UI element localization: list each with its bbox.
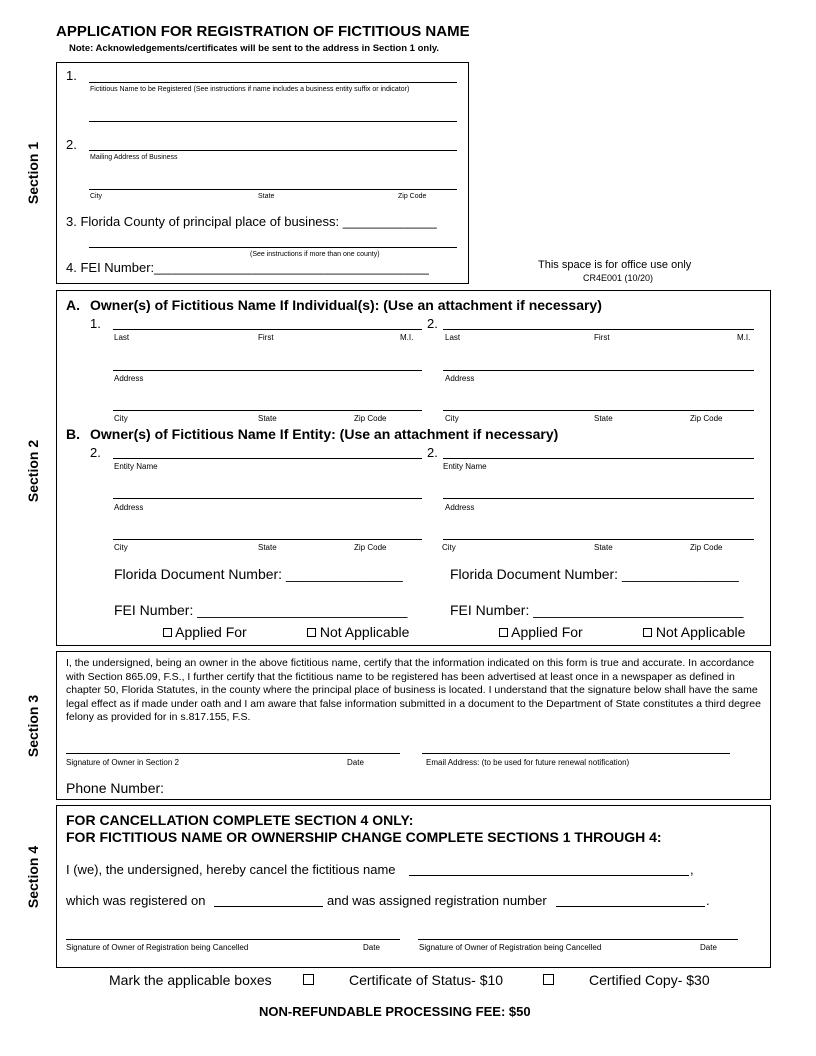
city-caption: City bbox=[442, 543, 456, 552]
entity-1-name-field[interactable] bbox=[113, 458, 422, 459]
cancel-signature-caption: Signature of Owner of Registration being Cancelled bbox=[419, 943, 602, 952]
owner-1-address-field[interactable] bbox=[113, 370, 422, 371]
entity-2-number: 2. bbox=[427, 445, 438, 460]
address-caption: Address bbox=[114, 503, 144, 512]
owner-2-name-field[interactable] bbox=[443, 329, 754, 330]
last-caption: Last bbox=[114, 333, 130, 342]
mailing-address-field[interactable] bbox=[89, 150, 457, 151]
form-code: CR4E001 (10/20) bbox=[583, 273, 654, 283]
city-caption: City bbox=[90, 193, 103, 200]
entity-2-not-applicable-option[interactable]: Not Applicable bbox=[643, 624, 745, 640]
certified-copy-label: Certified Copy- $30 bbox=[589, 972, 710, 988]
cancel-signature-caption: Signature of Owner of Registration being Cancelled bbox=[66, 943, 249, 952]
mark-boxes-text: Mark the applicable boxes bbox=[109, 972, 272, 988]
item-number: 1. bbox=[66, 68, 77, 83]
fei-number-field[interactable]: 4. FEI Number:______________________________________ bbox=[66, 260, 429, 275]
first-caption: First bbox=[258, 333, 274, 342]
entity-name-caption: Entity Name bbox=[443, 462, 487, 471]
city-caption: City bbox=[114, 543, 128, 552]
assigned-number-text: and was assigned registration number bbox=[327, 893, 547, 908]
fictitious-name-field-line2[interactable] bbox=[89, 121, 457, 122]
certified-copy-checkbox[interactable] bbox=[543, 974, 554, 985]
entity-1-number: 2. bbox=[90, 445, 101, 460]
registration-number-field[interactable] bbox=[556, 906, 705, 907]
entity-2-doc-number-field[interactable]: Florida Document Number: _______________ bbox=[450, 566, 739, 582]
cancel-statement: I (we), the undersigned, hereby cancel the fictitious name bbox=[66, 862, 396, 877]
part-b-heading: Owner(s) of Fictitious Name If Entity: (Use an attachment if necessary) bbox=[90, 426, 559, 442]
address-caption: Address bbox=[114, 374, 144, 383]
section-4-label: Section 4 bbox=[25, 845, 41, 909]
checkbox[interactable] bbox=[163, 628, 172, 637]
phone-number-field[interactable]: Phone Number: bbox=[66, 780, 165, 796]
part-b-letter: B. bbox=[66, 426, 80, 442]
office-use-text: This space is for office use only bbox=[538, 259, 692, 271]
section-1-label: Section 1 bbox=[25, 141, 41, 205]
registration-date-field[interactable] bbox=[214, 906, 323, 907]
fictitious-name-field[interactable] bbox=[89, 82, 457, 83]
owner-2-address-field[interactable] bbox=[443, 370, 754, 371]
fictitious-name-caption: Fictitious Name to be Registered (See instructions if name includes a business entity suffix or indicator) bbox=[90, 86, 410, 93]
city-state-zip-field[interactable] bbox=[89, 189, 457, 190]
cancel-name-field[interactable] bbox=[409, 875, 689, 876]
city-caption: City bbox=[445, 414, 459, 423]
entity-name-caption: Entity Name bbox=[114, 462, 158, 471]
change-heading: FOR FICTITIOUS NAME OR OWNERSHIP CHANGE COMPLETE SECTIONS 1 THROUGH 4: bbox=[66, 829, 662, 845]
entity-2-fei-field[interactable]: FEI Number: ___________________________ bbox=[450, 602, 744, 618]
entity-1-doc-number-field[interactable]: Florida Document Number: _______________ bbox=[114, 566, 403, 582]
entity-1-fei-field[interactable]: FEI Number: ___________________________ bbox=[114, 602, 408, 618]
cancellation-heading: FOR CANCELLATION COMPLETE SECTION 4 ONLY: bbox=[66, 812, 414, 828]
city-caption: City bbox=[114, 414, 128, 423]
state-caption: State bbox=[594, 414, 613, 423]
zip-caption: Zip Code bbox=[690, 543, 723, 552]
zip-caption: Zip Code bbox=[354, 414, 387, 423]
part-a-heading: Owner(s) of Fictitious Name If Individual(s): (Use an attachment if necessary) bbox=[90, 297, 602, 313]
owner-1-city-field[interactable] bbox=[113, 410, 422, 411]
email-address-field[interactable] bbox=[422, 753, 730, 754]
entity-1-city-field[interactable] bbox=[113, 539, 422, 540]
entity-2-city-field[interactable] bbox=[443, 539, 754, 540]
cancel-signature-1-field[interactable] bbox=[66, 939, 400, 940]
owner-1-number: 1. bbox=[90, 316, 101, 331]
entity-2-address-field[interactable] bbox=[443, 498, 754, 499]
mi-caption: M.I. bbox=[400, 333, 414, 342]
entity-2-name-field[interactable] bbox=[443, 458, 754, 459]
form-note: Note: Acknowledgements/certificates will be sent to the address in Section 1 only. bbox=[69, 43, 440, 54]
first-caption: First bbox=[594, 333, 610, 342]
item-number: 2. bbox=[66, 137, 77, 152]
date-caption: Date bbox=[347, 758, 364, 767]
zip-caption: Zip Code bbox=[690, 414, 723, 423]
processing-fee: NON-REFUNDABLE PROCESSING FEE: $50 bbox=[259, 1004, 531, 1019]
date-caption: Date bbox=[363, 943, 380, 952]
checkbox[interactable] bbox=[643, 628, 652, 637]
entity-1-not-applicable-option[interactable]: Not Applicable bbox=[307, 624, 409, 640]
section-2-label: Section 2 bbox=[25, 439, 41, 503]
state-caption: State bbox=[594, 543, 613, 552]
mailing-address-caption: Mailing Address of Business bbox=[90, 154, 178, 161]
zip-caption: Zip Code bbox=[398, 193, 427, 200]
owner-signature-caption: Signature of Owner in Section 2 bbox=[66, 758, 179, 767]
certification-statement: I, the undersigned, being an owner in the above fictitious name, certify that the information indicated on this form is true and accurate. In accordance with Section 865.09, F.S., I further certify that the fictitious name to be registered has been advertised at least once in a newspaper as defined in chapter 50, Florida Statutes, in the county where the principal place of business is located. I understand that the signature below shall have the same legal effect as if made under oath and I am aware that false information submitted in a document to the Department of State constitutes a third degree felony as provided for in s.817.155, F.S. bbox=[66, 657, 761, 723]
part-a-letter: A. bbox=[66, 297, 80, 313]
county-caption: (See instructions if more than one county) bbox=[250, 251, 380, 258]
date-caption: Date bbox=[700, 943, 717, 952]
entity-1-applied-for-option[interactable]: Applied For bbox=[163, 624, 247, 640]
state-caption: State bbox=[258, 193, 275, 200]
owner-signature-field[interactable] bbox=[66, 753, 400, 754]
cancel-signature-2-field[interactable] bbox=[418, 939, 738, 940]
county-field-line2[interactable] bbox=[89, 247, 457, 248]
certificate-of-status-checkbox[interactable] bbox=[303, 974, 314, 985]
state-caption: State bbox=[258, 414, 277, 423]
period: . bbox=[706, 893, 710, 908]
section-2-box bbox=[56, 290, 771, 646]
registered-on-text: which was registered on bbox=[66, 893, 206, 908]
owner-2-city-field[interactable] bbox=[443, 410, 754, 411]
certificate-of-status-label: Certificate of Status- $10 bbox=[349, 972, 504, 988]
section-3-label: Section 3 bbox=[25, 694, 41, 758]
state-caption: State bbox=[258, 543, 277, 552]
owner-2-number: 2. bbox=[427, 316, 438, 331]
form-title: APPLICATION FOR REGISTRATION OF FICTITIOUS NAME bbox=[56, 23, 470, 40]
owner-1-name-field[interactable] bbox=[113, 329, 422, 330]
address-caption: Address bbox=[445, 374, 475, 383]
entity-2-applied-for-option[interactable]: Applied For bbox=[499, 624, 583, 640]
last-caption: Last bbox=[445, 333, 461, 342]
checkbox[interactable] bbox=[499, 628, 508, 637]
comma: , bbox=[690, 862, 694, 877]
zip-caption: Zip Code bbox=[354, 543, 387, 552]
email-caption: Email Address: (to be used for future renewal notification) bbox=[426, 758, 630, 767]
address-caption: Address bbox=[445, 503, 475, 512]
checkbox[interactable] bbox=[307, 628, 316, 637]
entity-1-address-field[interactable] bbox=[113, 498, 422, 499]
county-field[interactable]: 3. Florida County of principal place of business: _____________ bbox=[66, 214, 437, 229]
mi-caption: M.I. bbox=[737, 333, 751, 342]
